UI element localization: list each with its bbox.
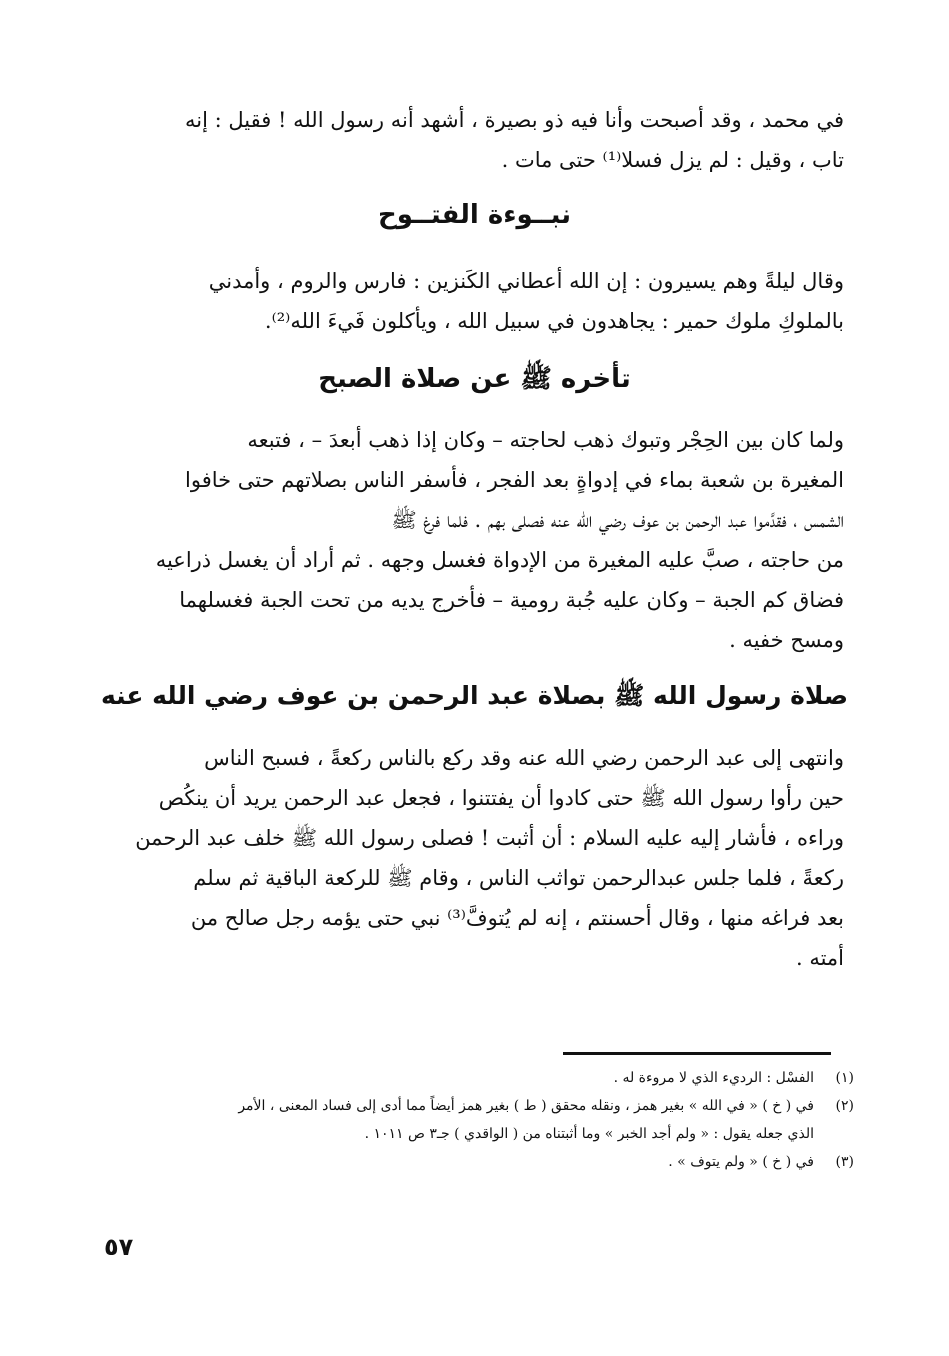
footnote-divider (563, 1052, 831, 1055)
text-line: ركعةً ، فلما جلس عبدالرحمن تواثب الناس ، وقام ﷺ للركعة الباقية ثم سلم (193, 866, 844, 890)
section-heading-delay: تأخره ﷺ عن صلاة الصبح (318, 364, 631, 394)
footnote-3 (102, 1148, 854, 1176)
paragraph-2 (109, 261, 844, 341)
footnote-number: (٣) (835, 1154, 854, 1170)
paragraph-1 (109, 100, 844, 180)
text-line: ومسح خفيه . (729, 628, 844, 652)
footnote-2 (102, 1092, 854, 1120)
footnote-2-continued (102, 1120, 854, 1148)
text-line: وانتهى إلى عبد الرحمن رضي الله عنه وقد ركع بالناس ركعةً ، فسبح الناس (204, 746, 844, 770)
section-heading-prophecy: نبــوءة الفتــوح (378, 200, 571, 230)
text-line: حين رأوا رسول الله ﷺ حتى كادوا أن يفتتنوا ، فجعل عبد الرحمن يريد أن ينكُص (158, 786, 844, 810)
text-line: بعد فراغه منها ، وقال أحسنتم ، إنه لم يُتوفَّ⁽³⁾ نبي حتى يؤمه رجل صالح من (190, 906, 844, 930)
text-line: في محمد ، وقد أصبحت وأنا فيه ذو بصيرة ، أشهد أنه رسول الله ! فقيل : إنه (185, 108, 844, 132)
page-number: ٥٧ (104, 1233, 134, 1261)
footnote-text: الذي جعله يقول : « ولم أجد الخبر » وما أثبتناه من ( الواقدي ) جـ٣ ص ١٠١١ . (364, 1126, 814, 1142)
text-line: المغيرة بن شعبة بماء في إدواةٍ بعد الفجر ، فأسفر الناس بصلاتهم حتى خافوا (185, 468, 844, 492)
text-line: ولما كان بين الحِجْر وتبوك ذهب لحاجته – وكان إذا ذهب أبعدَ – ، فتبعه (247, 428, 844, 452)
text-line: من حاجته ، صبَّ عليه المغيرة من الإدواة فغسل وجهه . ثم أراد أن يغسل ذراعيه (155, 548, 844, 572)
text-line: فضاق كم الجبة – وكان عليه جُبة رومية – فأخرج يديه من تحت الجبة فغسلهما (179, 588, 844, 612)
footnotes (102, 1064, 854, 1176)
footnote-number: (٢) (835, 1098, 854, 1114)
text-line: أمته . (795, 946, 844, 970)
text-line: وراءه ، فأشار إليه عليه السلام : أن أثبت ! فصلى رسول الله ﷺ خلف عبد الرحمن (135, 826, 844, 850)
section-heading-prayer: صلاة رسول الله ﷺ بصلاة عبد الرحمن بن عوف رضي الله عنه (100, 681, 849, 710)
text-line: الشمس ، فقدَّموا عبد الرحمن بن عوف رضي الله عنه فصلى بهم . فلما فرغ ﷺ (391, 508, 844, 532)
footnote-text: الفسْل : الرديء الذي لا مروءة له . (613, 1070, 814, 1086)
footnote-1 (102, 1064, 854, 1092)
footnote-number: (١) (835, 1070, 854, 1086)
text-line: وقال ليلةً وهم يسيرون : إن الله أعطاني الكَنزين : فارس والروم ، وأمدني (208, 269, 844, 293)
paragraph-3 (109, 420, 844, 660)
text-line: بالملوكِ ملوك حمير : يجاهدون في سبيل الله ، ويأكلون فَيءَ الله⁽²⁾. (264, 309, 844, 333)
text-line: تاب ، وقيل : لم يزل فسلا⁽¹⁾ حتى مات . (501, 148, 844, 172)
paragraph-4 (109, 738, 844, 978)
footnote-text: في ( خ ) « في الله » بغير همز ، ونقله محقق ( ط ) بغير همز أيضاً مما أدى إلى فساد المعنى ، الأمر (238, 1098, 814, 1114)
footnote-text: في ( خ ) « ولم يتوف » . (668, 1154, 814, 1170)
